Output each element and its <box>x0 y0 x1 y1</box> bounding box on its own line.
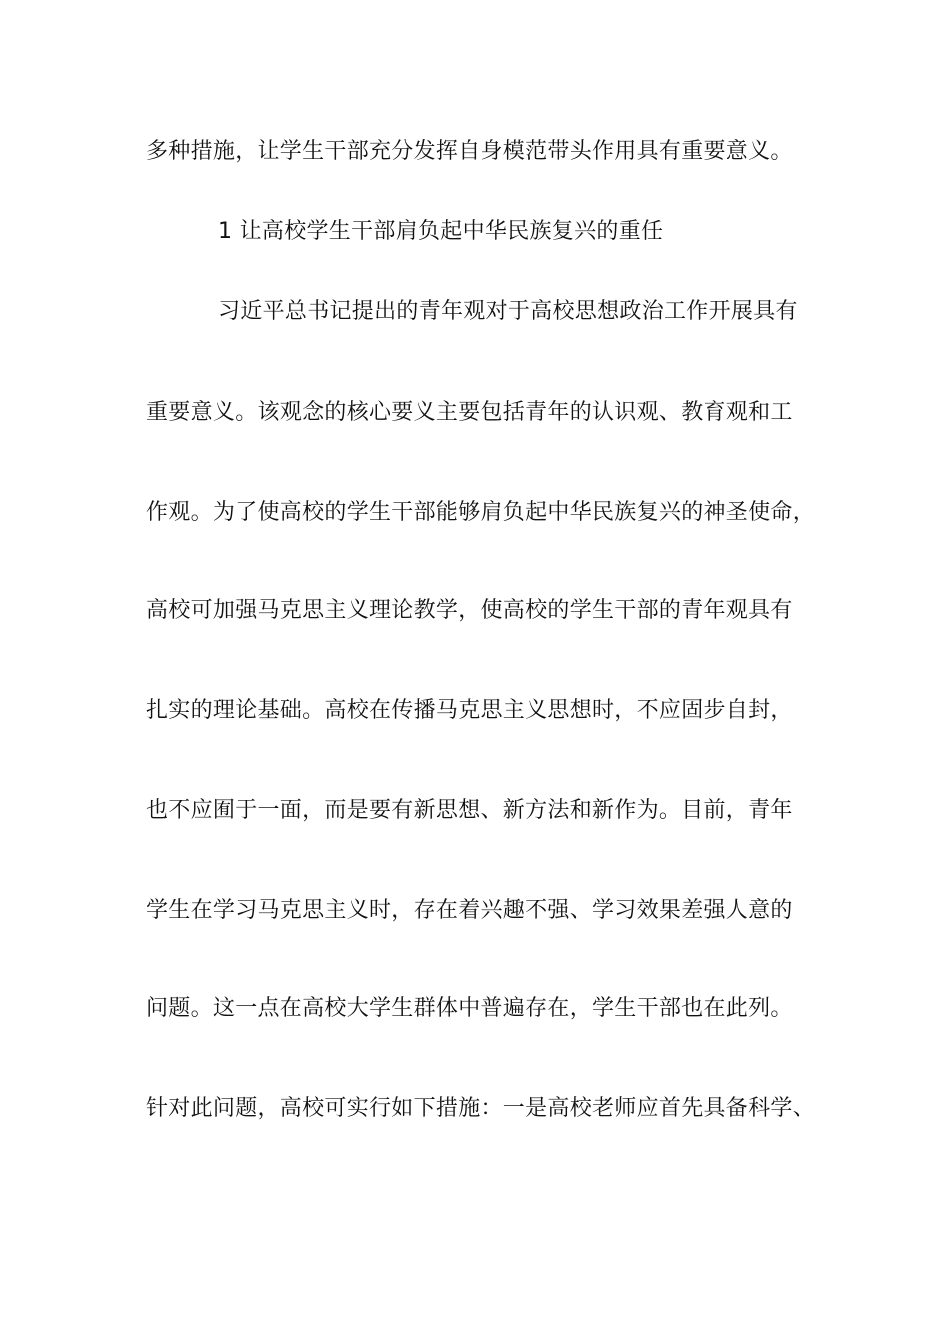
body-text-line: 也不应囿于一面，而是要有新思想、新方法和新作为。目前，青年 <box>146 798 793 823</box>
body-text-line: 重要意义。该观念的核心要义主要包括青年的认识观、教育观和工 <box>146 400 793 425</box>
body-text-line: 作观。为了使高校的学生干部能够肩负起中华民族复兴的神圣使命， <box>146 500 816 525</box>
body-text-line: 多种措施，让学生干部充分发挥自身模范带头作用具有重要意义。 <box>146 139 793 164</box>
body-text-line: 扎实的理论基础。高校在传播马克思主义思想时，不应固步自封， <box>146 698 793 723</box>
body-text-line: 问题。这一点在高校大学生群体中普遍存在，学生干部也在此列。 <box>146 996 793 1021</box>
section-heading: 1 让高校学生干部肩负起中华民族复兴的重任 <box>218 219 664 244</box>
body-text-line: 学生在学习马克思主义时，存在着兴趣不强、学习效果差强人意的 <box>146 898 793 923</box>
paragraph-first-line: 习近平总书记提出的青年观对于高校思想政治工作开展具有 <box>218 299 798 324</box>
body-text-line: 针对此问题，高校可实行如下措施：一是高校老师应首先具备科学、 <box>146 1096 816 1121</box>
body-text-line: 高校可加强马克思主义理论教学，使高校的学生干部的青年观具有 <box>146 598 793 623</box>
